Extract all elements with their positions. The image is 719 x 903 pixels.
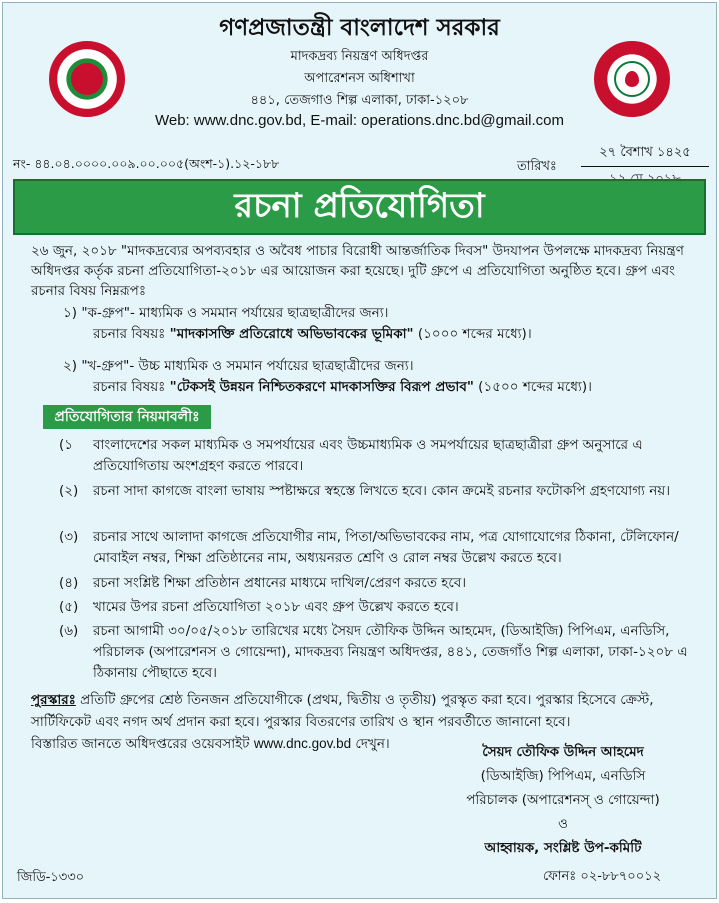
group-2-number: ২) <box>63 358 78 374</box>
group-1-topic: "মাদকাসক্তি প্রতিরোধে অভিভাবকের ভূমিকা" <box>169 326 414 342</box>
signatory-role: আহ্বায়ক, সংশ্লিষ্ট উপ-কমিটি <box>484 840 642 856</box>
signatory-and: ও <box>558 816 568 832</box>
rule-1-number: (১ <box>59 437 74 453</box>
group-1-label: "ক-গ্রুপ"- মাধ্যমিক ও সমমান পর্যায়ের ছাত্রছাত্রীদের জন্য। <box>81 305 389 321</box>
rule-1-text: বাংলাদেশের সকল মাধ্যমিক ও সমপর্যায়ের এবং উচ্চমাধ্যমিক ও সমপর্যায়ের ছাত্রছাত্রীরা গ্রুপ অনুসারে এ প্রতিযোগিতায় অংশগ্রহণ করতে পারবে। <box>93 437 643 474</box>
group-1-word-limit: (১০০০ শব্দের মধ্যে)। <box>413 326 532 342</box>
rule-3-text: রচনার সাথে আলাদা কাগজে প্রতিযোগীর নাম, পিতা/অভিভাবকের নাম, পত্র যোগাযোগের ঠিকানা, টেলিফোন/মোবাইল নম্বর, শিক্ষা প্রতিষ্ঠানের নাম, অধ্যয়নরত শ্রেণি ও রোল নম্বর উল্লেখ করতে হবে। <box>93 529 679 566</box>
website-note-before: বিস্তারিত জানতে অধিদপ্তরের ওয়েবসাইট <box>31 736 254 752</box>
rule-3-number: (৩) <box>59 529 79 545</box>
header-address: ৪৪১, তেজগাও শিল্প এলাকা, ঢাকা-১২০৮ <box>250 93 469 108</box>
rule-4-text: রচনা সংশ্লিষ্ট শিক্ষা প্রতিষ্ঠান প্রধানের মাধ্যমে দাখিল/প্রেরণ করতে হবে। <box>93 575 467 591</box>
group-2-topic: "টেকসই উন্নয়ন নিশ্চিতকরণে মাদকাসক্তির বিরূপ প্রভাব" <box>169 379 474 395</box>
rules-heading: প্রতিযোগিতার নিয়মাবলীঃ <box>43 405 211 429</box>
rule-5-text: খামের উপর রচনা প্রতিযোগিতা ২০১৮ এবং গ্রুপ উল্লেখ করতে হবে। <box>93 599 459 615</box>
group-2-topic-line <box>93 377 592 397</box>
header-wing: অপারেশনস অধিশাখা <box>304 71 415 86</box>
rule-6-number: (৬) <box>59 623 79 639</box>
group-2-label: "খ-গ্রুপ"- উচ্চ মাধ্যমিক ও সমমান পর্যায়ের ছাত্রছাত্রীদের জন্য। <box>81 358 414 374</box>
group-1-number: ১) <box>63 305 78 321</box>
group-2-word-limit: (১৫০০ শব্দের মধ্যে)। <box>473 379 592 395</box>
signatory-rank: (ডিআইজি) পিপিএম, এনডিসি <box>480 768 646 784</box>
intro-paragraph: ২৬ জুন, ২০১৮ "মাদকদ্রব্যের অপব্যবহার ও অবৈধ পাচার বিরোধী আন্তর্জাতিক দিবস" উদযাপন উপলক্ষে মাদকদ্রব্য নিয়ন্ত্রণ অধিদপ্তর কর্তৃক রচনা প্রতিযোগিতা-২০১৮ এর আয়োজন করা হয়েছে। দুটি গ্রুপে এ প্রতিযোগিতা অনুষ্ঠিত হবে। গ্রুপ এবং রচনার বিষয় নিম্নরূপঃ <box>31 243 684 299</box>
footer-code: জিডি-১৩৩০ <box>17 870 85 885</box>
website-note-after: দেখুন। <box>351 736 390 752</box>
memo-number: নং- ৪৪.০৪.০০০০.০০৯.০০.০০৫(অংশ-১).১২-১৮৮ <box>13 156 280 171</box>
prize-label: পুরস্কারঃ <box>31 692 76 708</box>
group-2 <box>63 356 414 376</box>
phone-number: ফোনঃ ০২-৮৮৭০০১২ <box>543 869 662 884</box>
website-url: www.dnc.gov.bd <box>253 736 352 751</box>
signatory-name: সৈয়দ তৌফিক উদ্দিন আহমেদ <box>482 744 644 760</box>
rule-5-number: (৫) <box>59 599 79 615</box>
prize-text: প্রতিটি গ্রুপের শ্রেষ্ঠ তিনজন প্রতিযোগীকে (প্রথম, দ্বিতীয় ও তৃতীয়) পুরস্কৃত করা হবে। পুরস্কার হিসেবে ক্রেস্ট, সার্টিফিকেট এবং নগদ অর্থ প্রদান করা হবে। পুরস্কার বিতরণের তারিখ ও স্থান পরবর্তীতে জানানো হবে। <box>31 692 654 730</box>
group-2-topic-prefix: রচনার বিষয়ঃ <box>93 379 170 395</box>
rule-6-text: রচনা আগামী ৩০/০৫/২০১৮ তারিখের মধ্যে সৈয়দ তৌফিক উদ্দিন আহমেদ, (ডিআইজি) পিপিএম, এনডিসি, পরিচালক (অপারেশনস ও গোয়েন্দা), মাদকদ্রব্য নিয়ন্ত্রণ অধিদপ্তর, ৪৪১, তেজগাঁও শিল্প এলাকা, ঢাকা-১২০৮ এ ঠিকানায় পৌছাতে হবে। <box>93 623 688 681</box>
date-bangla: ২৭ বৈশাখ ১৪২৫ <box>581 143 709 167</box>
header-title: গণপ্রজাতন্ত্রী বাংলাদেশ সরকার <box>219 15 500 41</box>
rule-4-number: (৪) <box>59 575 79 591</box>
notice-page <box>2 2 717 899</box>
group-1-topic-prefix: রচনার বিষয়ঃ <box>93 326 170 342</box>
rule-2-text: রচনা সাদা কাগজে বাংলা ভাষায় স্পষ্টাক্ষরে স্বহস্তে লিখতে হবে। কোন ক্রমেই রচনার ফটোকপি গ্রহণযোগ্য নয়। <box>93 483 671 499</box>
group-1-topic-line <box>93 324 532 344</box>
header-department: মাদকদ্রব্য নিয়ন্ত্রণ অধিদপ্তর <box>290 49 429 64</box>
group-1 <box>63 303 388 323</box>
banner-title: রচনা প্রতিযোগিতা <box>13 179 706 235</box>
rule-2-number: (২) <box>59 483 79 499</box>
header-web-email: Web: www.dnc.gov.bd, E-mail: operations.dnc.bd@gmail.com <box>154 112 565 129</box>
date-label: তারিখঃ <box>517 159 557 174</box>
signatory-title: পরিচালক (অপারেশনস্ ও গোয়েন্দা) <box>466 792 660 808</box>
